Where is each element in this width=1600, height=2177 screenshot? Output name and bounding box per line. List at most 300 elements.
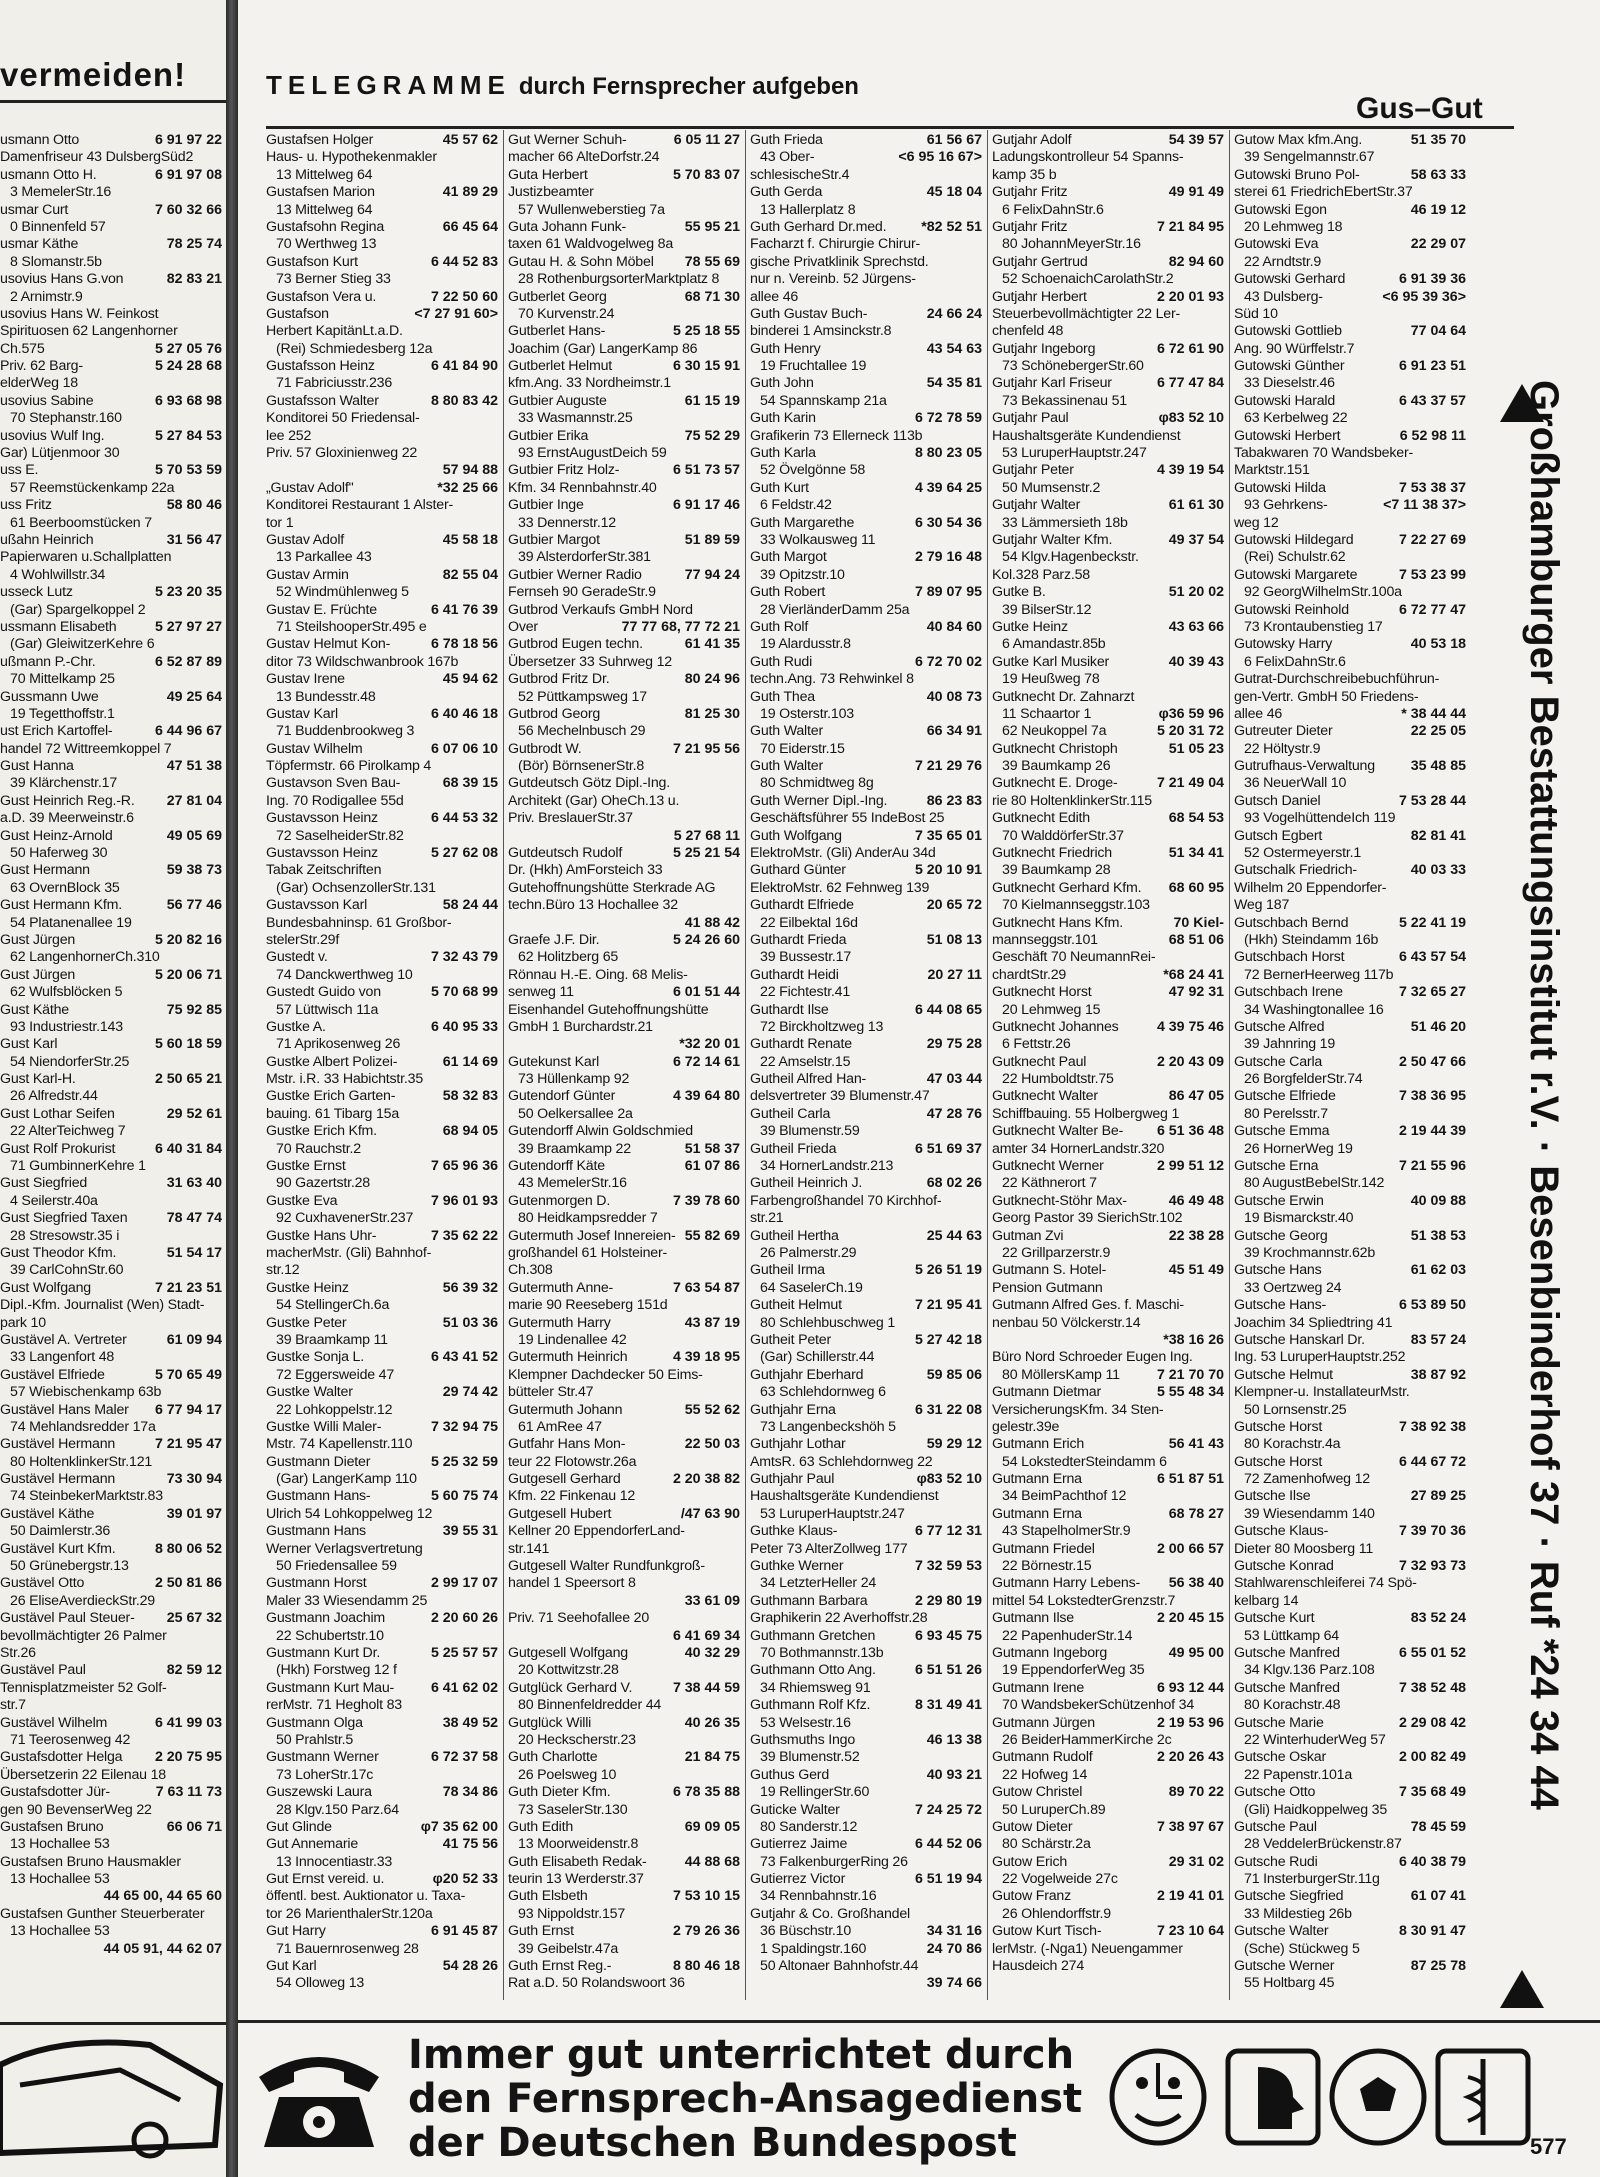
entry-text: 39 Opitzstr.10 (760, 566, 845, 583)
entry-text: 71 Bauernrosenweg 28 (276, 1940, 419, 1957)
directory-entry-continuation (992, 1558, 1224, 1575)
phone-number (218, 1802, 222, 1819)
phone-number (494, 828, 498, 845)
entry-text: Gutjahr Paul (992, 410, 1069, 427)
entry-text: Guthmann Gretchen (750, 1627, 876, 1644)
directory-entry (266, 393, 498, 410)
phone-number (218, 1297, 222, 1314)
directory-entry (750, 1332, 982, 1349)
phone-number (978, 323, 982, 340)
directory-entry-continuation (266, 1975, 498, 1992)
directory-entry-continuation (992, 1958, 1224, 1975)
directory-entry-continuation (992, 758, 1224, 775)
entry-text: lee 252 (266, 427, 312, 444)
phone-number (218, 549, 222, 566)
directory-entry-continuation (992, 1906, 1224, 1923)
phone-number: 2 19 53 96 (1156, 1714, 1224, 1731)
entry-text: 22 Humboldtstr.75 (1002, 1071, 1114, 1088)
phone-number (1462, 254, 1466, 271)
entry-text: 57 Wullenweberstieg 7a (518, 201, 665, 218)
phone-number: 8 31 49 41 (914, 1697, 982, 1714)
directory-entry (1234, 1228, 1466, 1245)
directory-entry-continuation (750, 984, 982, 1001)
directory-entry (992, 984, 1224, 1001)
phone-number (736, 775, 740, 792)
directory-entry-continuation (992, 1245, 1224, 1262)
phone-number: 75 92 85 (166, 1001, 222, 1018)
phone-number: 78 47 74 (166, 1210, 222, 1227)
directory-entry (266, 671, 498, 688)
entry-text: Haushaltsgeräte Kundendienst (750, 1488, 939, 1505)
entry-text: Gustafsen Bruno (0, 1818, 104, 1835)
directory-entry-continuation (750, 1488, 982, 1505)
directory-entry-continuation (508, 236, 740, 253)
phone-number: 6 01 51 44 (672, 984, 740, 1001)
entry-text: 26 HornerWeg 19 (1244, 1140, 1353, 1157)
directory-entry-continuation (1234, 654, 1466, 671)
directory-entry-continuation (992, 671, 1224, 688)
entry-text: 71 Aprikosenweg 26 (276, 1036, 401, 1053)
phone-number (1220, 306, 1224, 323)
phone-number: 87 25 78 (1410, 1958, 1466, 1975)
directory-entry (750, 584, 982, 601)
directory-entry-continuation (266, 1506, 498, 1523)
directory-entry-continuation (992, 1593, 1224, 1610)
entry-text: 53 Lüttkamp 64 (1244, 1627, 1340, 1644)
entry-text: Gutowski Eva (1234, 236, 1319, 253)
phone-number: 61 14 69 (442, 1053, 498, 1070)
entry-text: Guticke Walter (750, 1801, 840, 1818)
page-number: 577 (1530, 2134, 1567, 2159)
phone-number (218, 1923, 222, 1940)
entry-text: 50 Prahlstr.5 (276, 1731, 354, 1748)
phone-number (978, 1906, 982, 1923)
directory-entry-continuation (0, 219, 222, 236)
phone-number: 5 23 20 35 (154, 584, 222, 601)
entry-text: Facharzt f. Chirurgie Chirur- (750, 236, 921, 253)
entry-text: 6 Amandastr.85b (1002, 636, 1106, 653)
phone-number (978, 810, 982, 827)
entry-text: Architekt (Gar) OheCh.13 u. (508, 792, 680, 809)
phone-number: 40 39 43 (1168, 653, 1224, 670)
directory-entry-continuation (508, 1384, 740, 1401)
directory-entry (750, 1228, 982, 1245)
entry-text: 39 BilserStr.12 (1002, 601, 1092, 618)
directory-entry (508, 532, 740, 549)
directory-entry (1234, 862, 1466, 879)
phone-number (494, 1471, 498, 1488)
directory-entry (1234, 532, 1466, 549)
phone-number: 7 32 93 73 (1398, 1558, 1466, 1575)
entry-text: Gutknecht-Stöhr Max- (992, 1192, 1127, 1209)
entry-text: Kfm. 34 Rennbahnstr.40 (508, 479, 657, 496)
phone-number (218, 1123, 222, 1140)
phone-number: 5 25 18 55 (672, 323, 740, 340)
directory-entry-continuation (266, 1541, 498, 1558)
entry-text: Spirituosen 62 Langenhorner (0, 323, 178, 340)
entry-text: 72 Eggersweide 47 (276, 1366, 395, 1383)
phone-number (1220, 1662, 1224, 1679)
directory-entry-continuation (508, 949, 740, 966)
entry-text: Gustav Adolf (266, 531, 345, 548)
entry-text: Gutsche Hans- (1234, 1297, 1327, 1314)
entry-text: Gustmann Hans (266, 1523, 366, 1540)
directory-entry (266, 1575, 498, 1592)
entry-text: 73 LoherStr.17c (276, 1766, 374, 1783)
phone-number: 2 20 45 15 (1156, 1610, 1224, 1627)
directory-entry (508, 636, 740, 653)
entry-text: 73 SaselerStr.130 (518, 1801, 628, 1818)
entry-text: Geschäft 70 NeumannRei- (992, 949, 1156, 966)
directory-entry-continuation (750, 393, 982, 410)
phone-number (1220, 1002, 1224, 1019)
phone-number (736, 1454, 740, 1471)
entry-text: 57 Reemstückenkamp 22a (10, 479, 175, 496)
entry-text: Gutsche Manfred (1234, 1644, 1340, 1661)
entry-text: Gutsche Marie (1234, 1714, 1324, 1731)
entry-text: Gutbier Werner Radio (508, 566, 642, 583)
entry-text: 39 Blumenstr.52 (760, 1749, 860, 1766)
entry-text: ElektroMstr. (Gli) AnderAu 34d (750, 845, 936, 862)
entry-text: Guth Werner Dipl.-Ing. (750, 792, 888, 809)
entry-text: Gustke Ernst (266, 1158, 346, 1175)
directory-entry-continuation (750, 1819, 982, 1836)
entry-text: Gussmann Uwe (0, 688, 99, 705)
phone-number (218, 741, 222, 758)
entry-text: Maler 33 Wiesendamm 25 (266, 1592, 428, 1609)
directory-entry (992, 1645, 1224, 1662)
directory-entry (1234, 202, 1466, 219)
directory-entry (992, 915, 1224, 932)
phone-number (494, 445, 498, 462)
phone-number: 2 20 26 43 (1156, 1749, 1224, 1766)
phone-number (736, 271, 740, 288)
directory-entry (508, 984, 740, 1001)
entry-text: Gutermuth Johann (508, 1401, 623, 1418)
phone-number (218, 915, 222, 932)
phone-number (494, 619, 498, 636)
entry-text: 72 Zamenhofweg 12 (1244, 1471, 1370, 1488)
phone-number (218, 1558, 222, 1575)
entry-text: Gustmann Dieter (266, 1453, 371, 1470)
entry-text: 63 Kerbelweg 22 (1244, 410, 1348, 427)
entry-text: 6 Feldstr.42 (760, 497, 832, 514)
entry-text: a.D. 39 Meerweinstr.6 (0, 810, 134, 827)
phone-number (1462, 1941, 1466, 1958)
directory-entry (1234, 1193, 1466, 1210)
entry-text: 73 SchönebergerStr.60 (1002, 358, 1144, 375)
phone-number (1220, 549, 1224, 566)
entry-text: Gust Käthe (0, 1001, 69, 1018)
phone-number: 43 87 19 (684, 1314, 740, 1331)
directory-entry-continuation (992, 1106, 1224, 1123)
phone-number: 51 34 41 (1168, 845, 1224, 862)
directory-entry (508, 828, 740, 845)
entry-text: Gustke Hans Uhr- (266, 1227, 377, 1244)
phone-number: 7 38 44 59 (672, 1679, 740, 1696)
phone-number: 7 21 95 56 (672, 740, 740, 757)
phone-number: 6 91 45 87 (430, 1923, 498, 1940)
directory-entry-continuation (508, 375, 740, 392)
phone-number (978, 1645, 982, 1662)
entry-text: Gustafson Vera u. (266, 288, 377, 305)
phone-number: 35 48 85 (1410, 758, 1466, 775)
phone-number (1220, 862, 1224, 879)
phone-number: 69 09 05 (684, 1818, 740, 1835)
phone-number: 61 41 35 (684, 636, 740, 653)
entry-text: 22 PapenhuderStr.14 (1002, 1627, 1133, 1644)
entry-text: mittel 54 LokstedterGrenzstr.7 (992, 1592, 1176, 1609)
entry-text: Gustav E. Früchte (266, 601, 377, 618)
phone-number: 4 39 75 46 (1156, 1018, 1224, 1035)
entry-text: Gutsche Hans (1234, 1262, 1322, 1279)
directory-entry-continuation (266, 1906, 498, 1923)
entry-text: Ang. 90 Würffelstr.7 (1234, 340, 1355, 357)
listing-column-3 (750, 132, 982, 1993)
directory-entry-continuation (0, 184, 222, 201)
directory-entry (1234, 1367, 1466, 1384)
entry-text: Gustmann Kurt Dr. (266, 1644, 381, 1661)
directory-entry (508, 358, 740, 375)
directory-entry (266, 358, 498, 375)
directory-entry-continuation (0, 1680, 222, 1697)
entry-text: Guth Karla (750, 445, 816, 462)
phone-number: 2 20 38 82 (672, 1471, 740, 1488)
entry-text (508, 1593, 681, 1610)
phone-number (218, 1854, 222, 1871)
entry-text: 71 Fabriciusstr.236 (276, 375, 393, 392)
entry-text: Gustafsen Holger (266, 132, 374, 148)
entry-text: 22 Grillparzerstr.9 (1002, 1245, 1111, 1261)
entry-text: (Gar) Spargelkoppel 2 (10, 601, 146, 618)
entry-text: Konditorei Restaurant 1 Alster- (266, 497, 454, 514)
phone-number (494, 167, 498, 184)
entry-text: Gutmann Dietmar (992, 1384, 1101, 1401)
entry-text: Guthard Günter (750, 862, 846, 879)
directory-entry-continuation (992, 358, 1224, 375)
directory-entry-continuation (266, 1436, 498, 1453)
directory-entry (1234, 758, 1466, 775)
phone-number (1220, 323, 1224, 340)
directory-entry (992, 967, 1224, 984)
phone-number (218, 1384, 222, 1401)
phone-number: 7 24 25 72 (914, 1801, 982, 1818)
directory-entry-continuation (266, 202, 498, 219)
phone-number (494, 1297, 498, 1314)
entry-text: bevollmächtigter 26 Palmer (0, 1627, 167, 1644)
directory-entry (0, 1819, 222, 1836)
phone-number: 6 44 53 32 (430, 810, 498, 827)
directory-entry (992, 410, 1224, 427)
entry-text: 19 Osterstr.103 (760, 705, 854, 722)
directory-entry (992, 1888, 1224, 1905)
phone-number (736, 1906, 740, 1923)
entry-text: nur n. Vereinb. 52 Jürgens- (750, 271, 916, 288)
directory-entry-continuation (266, 1471, 498, 1488)
phone-number: 58 63 33 (1410, 166, 1466, 183)
phone-number (1220, 567, 1224, 584)
phone-number (1220, 515, 1224, 532)
directory-entry-continuation (750, 1888, 982, 1905)
phone-number: 39 74 66 (926, 1975, 982, 1992)
directory-entry (0, 828, 222, 845)
directory-entry-continuation (508, 1610, 740, 1627)
entry-text: Gutbier Fritz Holz- (508, 462, 620, 479)
phone-number: 82 59 12 (166, 1662, 222, 1679)
directory-entry-continuation (266, 1593, 498, 1610)
entry-text: 50 Oelkersallee 2a (518, 1105, 633, 1122)
entry-text: 80 AugustBebelStr.142 (1244, 1175, 1385, 1192)
phone-number: 7 63 54 87 (672, 1279, 740, 1296)
directory-entry-continuation (992, 1349, 1224, 1366)
entry-text: ussmann Elisabeth (0, 618, 117, 635)
entry-text: ust Erich Kartoffel- (0, 723, 113, 740)
phone-number (736, 967, 740, 984)
left-listing-column (0, 132, 222, 1958)
phone-number (1220, 1106, 1224, 1123)
directory-entry-continuation (750, 1906, 982, 1923)
directory-entry-continuation (0, 289, 222, 306)
directory-entry-continuation (266, 1262, 498, 1279)
phone-number (494, 1367, 498, 1384)
phone-number: 5 24 26 60 (672, 931, 740, 948)
phone-number: 61 62 03 (1410, 1262, 1466, 1279)
phone-number (736, 236, 740, 253)
phone-number: 51 46 20 (1410, 1018, 1466, 1035)
phone-number: 77 77 68, 77 72 21 (621, 618, 740, 635)
directory-entry-continuation (1234, 880, 1466, 897)
directory-entry-continuation (750, 428, 982, 445)
phone-number (978, 1488, 982, 1505)
entry-text: Guth Elisabeth Redak- (508, 1853, 647, 1870)
entry-text: Gutke B. (992, 584, 1046, 601)
directory-entry-continuation (0, 949, 222, 966)
entry-text: 63 Schlehdornweg 6 (760, 1384, 886, 1401)
directory-entry (1234, 1297, 1466, 1314)
entry-text: Gust Heinz-Arnold (0, 827, 113, 844)
directory-entry-continuation (992, 1071, 1224, 1088)
phone-number: 7 21 84 95 (1156, 218, 1224, 235)
phone-number: 61 09 94 (166, 1331, 222, 1348)
entry-text: Gutglück Willi (508, 1714, 592, 1731)
phone-number: 6 91 97 08 (154, 166, 222, 183)
phone-number (218, 1488, 222, 1505)
phone-number: 49 91 49 (1168, 184, 1224, 201)
directory-entry-continuation (0, 1297, 222, 1314)
entry-text: 34 Washingtonallee 16 (1244, 1001, 1384, 1018)
phone-number (978, 1680, 982, 1697)
entry-text: Rat a.D. 50 Rolandswoort 36 (508, 1975, 685, 1992)
directory-entry (508, 741, 740, 758)
directory-entry-continuation (1234, 410, 1466, 427)
entry-text: 19 Alardusstr.8 (760, 636, 851, 653)
directory-entry-continuation (0, 1767, 222, 1784)
entry-text: 28 Stresowstr.35 i (10, 1227, 120, 1244)
entry-text: VersicherungsKfm. 34 Sten- (992, 1401, 1164, 1418)
directory-entry (750, 897, 982, 914)
directory-entry-continuation (266, 619, 498, 636)
phone-number (736, 184, 740, 201)
entry-text: Guthardt Frieda (750, 931, 847, 948)
entry-text: Gutowski Gerhard (1234, 271, 1346, 288)
entry-text: usmann Otto H. (0, 166, 97, 183)
directory-entry (508, 932, 740, 949)
phone-number (218, 1054, 222, 1071)
phone-number: 49 37 54 (1168, 531, 1224, 548)
directory-entry (508, 1888, 740, 1905)
phone-number (978, 775, 982, 792)
phone-number (494, 932, 498, 949)
entry-text: Ulrich 54 Lohkoppelweg 12 (266, 1505, 433, 1522)
directory-entry (508, 219, 740, 236)
directory-entry (992, 1575, 1224, 1592)
entry-text: Gutdeutsch Rudolf (508, 845, 623, 862)
phone-number (494, 1436, 498, 1453)
directory-entry (750, 132, 982, 149)
entry-text: Gutheit Helmut (750, 1297, 842, 1314)
directory-entry-continuation (1234, 775, 1466, 792)
entry-text: Gutsche Kurt (1234, 1610, 1315, 1627)
directory-entry-continuation (508, 1906, 740, 1923)
directory-entry (992, 375, 1224, 392)
directory-entry-continuation (1234, 1506, 1466, 1523)
phone-number: 8 80 23 05 (914, 445, 982, 462)
phone-number (978, 532, 982, 549)
phone-number (736, 410, 740, 427)
entry-text: 22 Höltystr.9 (1244, 740, 1321, 757)
directory-entry-continuation (508, 1767, 740, 1784)
entry-text: Gutdeutsch Götz Dipl.-Ing. (508, 775, 670, 792)
entry-text (750, 1975, 923, 1992)
entry-text: Tennisplatzmeister 52 Golf- (0, 1679, 167, 1696)
phone-number (1462, 1975, 1466, 1992)
entry-text: Gustävel Hans Maler (0, 1401, 129, 1418)
entry-text: Gustke Eva (266, 1192, 338, 1209)
phone-number (218, 1088, 222, 1105)
phone-number: 6 30 15 91 (672, 358, 740, 375)
directory-entry-continuation (508, 480, 740, 497)
directory-entry (266, 1088, 498, 1105)
directory-entry (0, 1715, 222, 1732)
phone-number: 61 56 67 (926, 132, 982, 148)
phone-number: 45 51 49 (1168, 1262, 1224, 1279)
entry-text: 13 Parkallee 43 (276, 549, 372, 566)
phone-number: 6 72 78 59 (914, 410, 982, 427)
directory-entry-continuation (750, 1680, 982, 1697)
entry-text (992, 1332, 1159, 1349)
directory-entry (266, 1349, 498, 1366)
entry-text: 52 Ostermeyerstr.1 (1244, 845, 1362, 862)
entry-text: 43 Dulsberg- (1244, 288, 1323, 305)
phone-number: 6 44 67 72 (1398, 1453, 1466, 1470)
phone-number: 6 91 17 46 (672, 497, 740, 514)
phone-number (218, 567, 222, 584)
entry-text: Gutsch Egbert (1234, 827, 1323, 844)
phone-number (1220, 1419, 1224, 1436)
entry-text: Pension Gutmann (992, 1279, 1103, 1296)
entry-text: 54 Platanenallee 19 (10, 914, 132, 931)
directory-entry-continuation (992, 862, 1224, 879)
directory-entry (0, 619, 222, 636)
directory-entry (992, 497, 1224, 514)
phone-number: 31 56 47 (166, 531, 222, 548)
phone-number (1220, 1871, 1224, 1888)
directory-entry-continuation (1234, 1141, 1466, 1158)
directory-entry (0, 1471, 222, 1488)
directory-entry (0, 1141, 222, 1158)
directory-entry-continuation (266, 1888, 498, 1905)
phone-number: 6 43 57 54 (1398, 949, 1466, 966)
